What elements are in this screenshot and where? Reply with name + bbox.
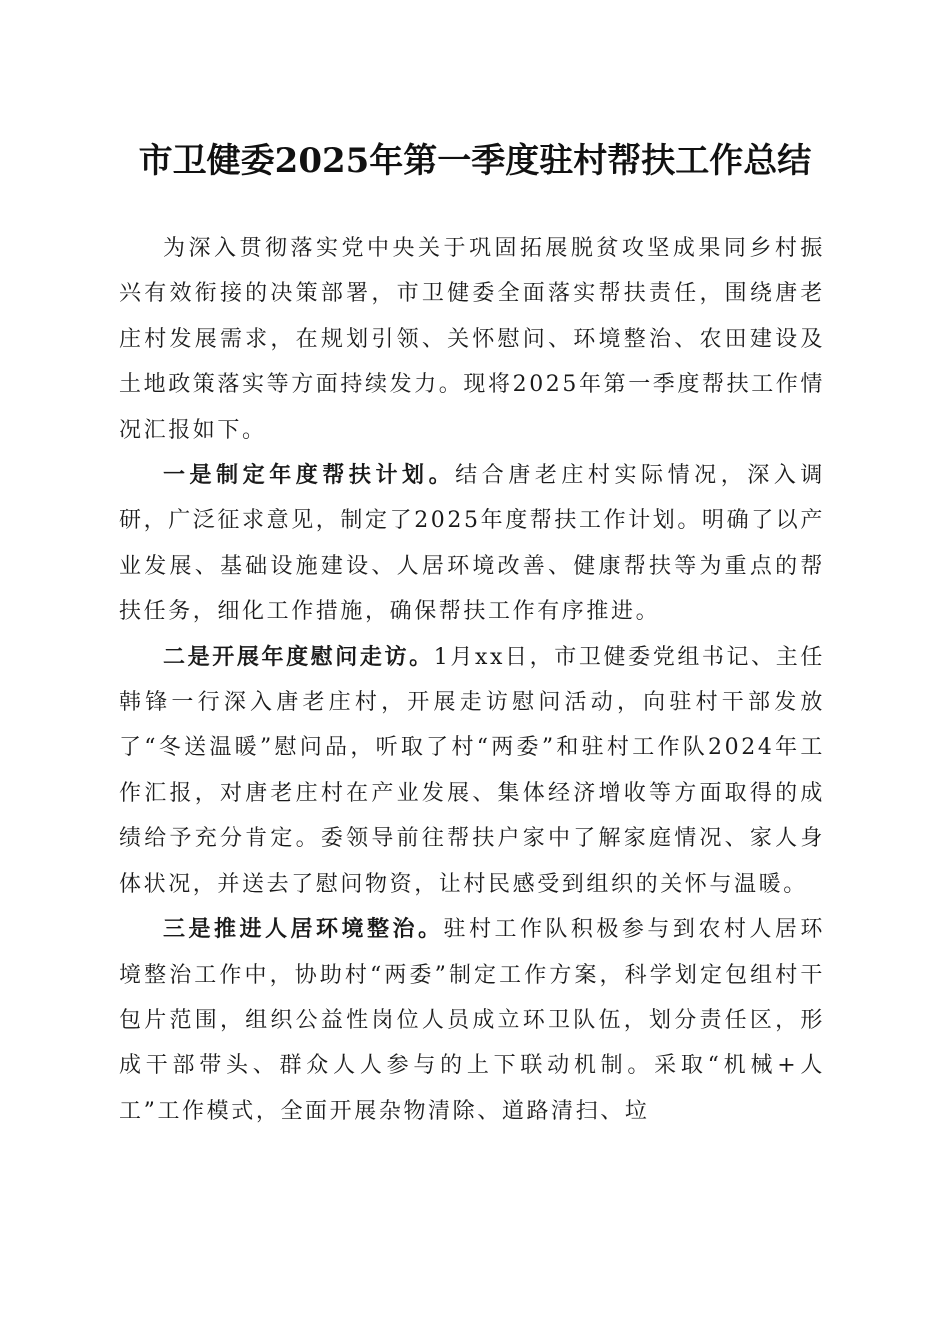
section-paragraph-1	[119, 453, 825, 635]
section-paragraph-3	[119, 907, 825, 1134]
section-heading-3: 三是推进人居环境整治。	[163, 916, 444, 943]
document-title: 市卫健委2025年第一季度驻村帮扶工作总结	[138, 141, 812, 181]
document-body	[119, 226, 825, 1134]
section-text-1: 结合唐老庄村实际情况，深入调研，广泛征求意见，制定了2025年度帮扶工作计划。明确了以产业发展、基础设施建设、人居环境改善、健康帮扶等为重点的帮扶任务，细化工作措施，确保帮扶工作有序推进。	[119, 463, 825, 625]
section-paragraph-2	[119, 635, 825, 907]
intro-paragraph: 为深入贯彻落实党中央关于巩固拓展脱贫攻坚成果同乡村振兴有效衔接的决策部署，市卫健委全面落实帮扶责任，围绕唐老庄村发展需求，在规划引领、关怀慰问、环境整治、农田建设及土地政策落实等方面持续发力。现将2025年第一季度帮扶工作情况汇报如下。	[119, 236, 825, 443]
section-text-2: 1月xx日，市卫健委党组书记、主任韩锋一行深入唐老庄村，开展走访慰问活动，向驻村干部发放了“冬送温暖”慰问品，听取了村“两委”和驻村工作队2024年工作汇报，对唐老庄村在产业发展、集体经济增收等方面取得的成绩给予充分肯定。委领导前往帮扶户家中了解家庭情况、家人身体状况，并送去了慰问物资，让村民感受到组织的关怀与温暖。	[119, 644, 825, 897]
section-heading-1: 一是制定年度帮扶计划。	[163, 462, 456, 489]
section-text-3: 驻村工作队积极参与到农村人居环境整治工作中，协助村“两委”制定工作方案，科学划定包组村干包片范围，组织公益性岗位人员成立环卫队伍，划分责任区，形成干部带头、群众人人参与的上下联动机制。采取“机械+人工”工作模式，全面开展杂物清除、道路清扫、垃	[119, 917, 825, 1124]
section-heading-2: 二是开展年度慰问走访。	[163, 643, 434, 670]
